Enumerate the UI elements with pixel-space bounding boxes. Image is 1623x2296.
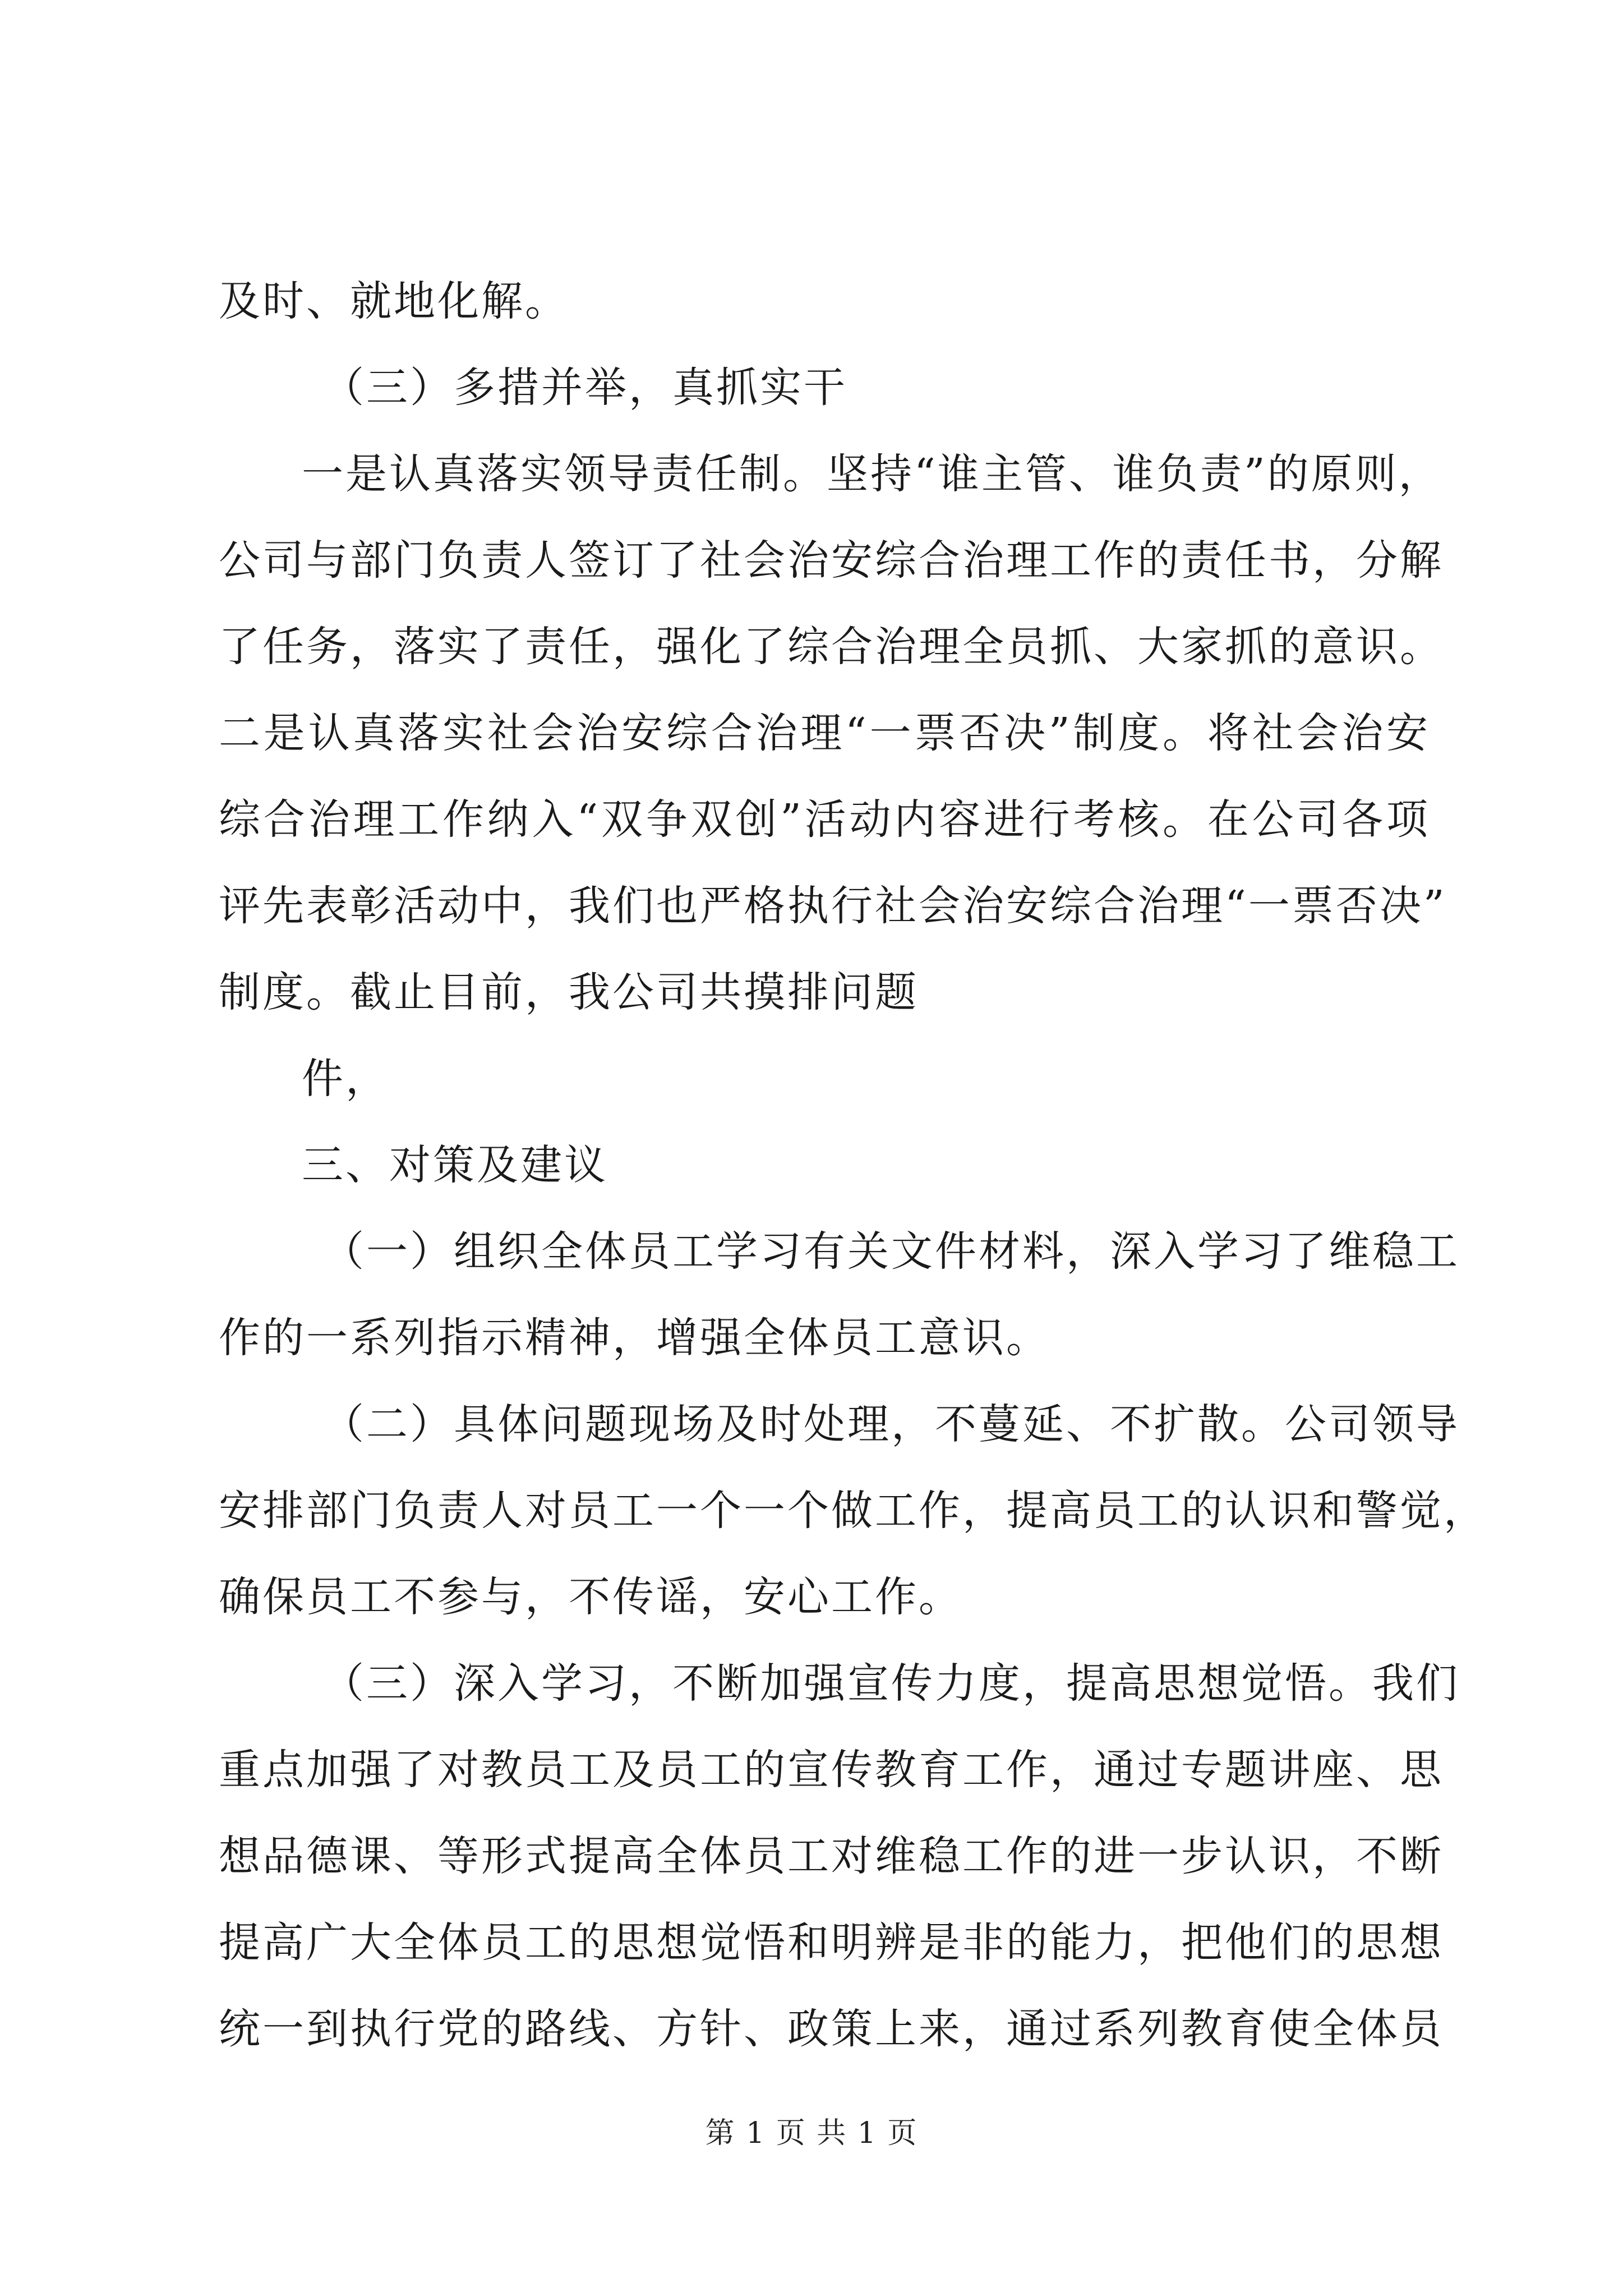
paragraph-line: 件， xyxy=(302,1055,389,1103)
paragraph-line: 制度。截止目前，我公司共摸排问题 xyxy=(219,968,919,1016)
paragraph-line: 了任务，落实了责任，强化了综合治理全员抓、大家抓的意识。 xyxy=(219,623,1444,671)
paragraph-line: 确保员工不参与，不传谣，安心工作。 xyxy=(219,1573,962,1621)
page-number-footer: 第 1 页 共 1 页 xyxy=(705,2116,918,2150)
paragraph-line: （三）深入学习，不断加强宣传力度，提高思想觉悟。我们 xyxy=(322,1659,1460,1708)
document-body xyxy=(219,258,1487,2072)
paragraph-line: 评先表彰活动中，我们也严格执行社会治安综合治理“一票否决” xyxy=(219,882,1447,930)
paragraph-line: 公司与部门负责人签订了社会治安综合治理工作的责任书，分解 xyxy=(219,536,1444,585)
section-heading: 三、对策及建议 xyxy=(302,1141,608,1189)
paragraph-line: （二）具体问题现场及时处理，不蔓延、不扩散。公司领导 xyxy=(322,1400,1460,1448)
paragraph-line: （一）组织全体员工学习有关文件材料，深入学习了维稳工 xyxy=(322,1227,1460,1276)
section-heading: （三）多措并举，真抓实干 xyxy=(322,364,847,412)
paragraph-line: 安排部门负责人对员工一个一个做工作，提高员工的认识和警觉， xyxy=(219,1487,1487,1535)
paragraph-line: 综合治理工作纳入“双争双创”活动内容进行考核。在公司各项 xyxy=(219,795,1430,844)
paragraph-line: 一是认真落实领导责任制。坚持“谁主管、谁负责”的原则， xyxy=(302,450,1442,498)
paragraph-line: 重点加强了对教员工及员工的宣传教育工作，通过专题讲座、思 xyxy=(219,1746,1444,1794)
paragraph-line: 二是认真落实社会治安综合治理“一票否决”制度。将社会治安 xyxy=(219,709,1430,757)
paragraph-line: 统一到执行党的路线、方针、政策上来，通过系列教育使全体员 xyxy=(219,2005,1444,2053)
paragraph-line: 想品德课、等形式提高全体员工对维稳工作的进一步认识，不断 xyxy=(219,1832,1444,1880)
paragraph-line: 及时、就地化解。 xyxy=(219,277,569,325)
paragraph-line: 作的一系列指示精神，增强全体员工意识。 xyxy=(219,1314,1050,1362)
paragraph-line: 提高广大全体员工的思想觉悟和明辨是非的能力，把他们的思想 xyxy=(219,1918,1444,1967)
